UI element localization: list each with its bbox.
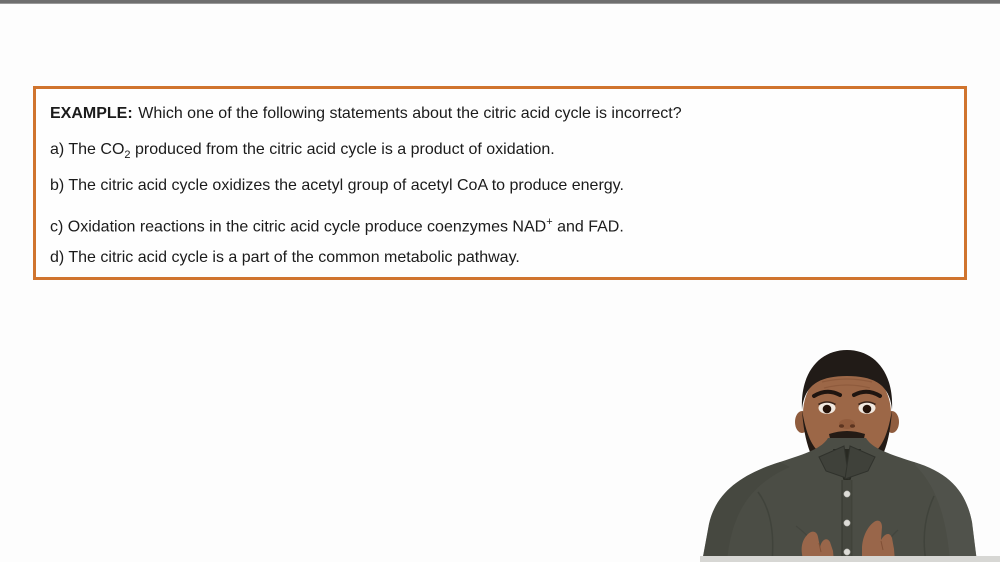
question-line [50,96,952,132]
option-d [50,240,952,276]
presenter-illustration [700,330,1000,562]
shirt-button [844,520,850,526]
presenter-shirt [702,438,977,562]
question-text: Which one of the following statements about the citric acid cycle is incorrect? [138,105,682,122]
presenter-webcam [700,330,1000,562]
shirt-button [844,491,850,497]
window-top-bar [0,0,1000,4]
webcam-bottom-strip [700,556,1000,562]
shirt-button [844,549,850,555]
option-a-text-2: produced from the citric acid cycle is a product of oxidation. [130,141,555,158]
option-c-superscript: + [546,216,553,228]
option-a-subscript: 2 [124,149,131,162]
option-d-text: d) The citric acid cycle is a part of the common metabolic pathway. [50,249,520,266]
option-b [50,168,952,204]
example-question-box [33,86,967,280]
option-c-text-2: and FAD. [552,218,624,236]
example-label: EXAMPLE: [50,105,133,122]
option-a [50,132,952,168]
option-c [50,204,952,240]
option-b-text: b) The citric acid cycle oxidizes the acetyl group of acetyl CoA to produce energy. [50,177,624,194]
option-c-text-1: c) Oxidation reactions in the citric acid cycle produce coenzymes NAD [50,218,547,236]
nose [839,419,855,429]
option-a-text-1: a) The CO [50,141,125,158]
